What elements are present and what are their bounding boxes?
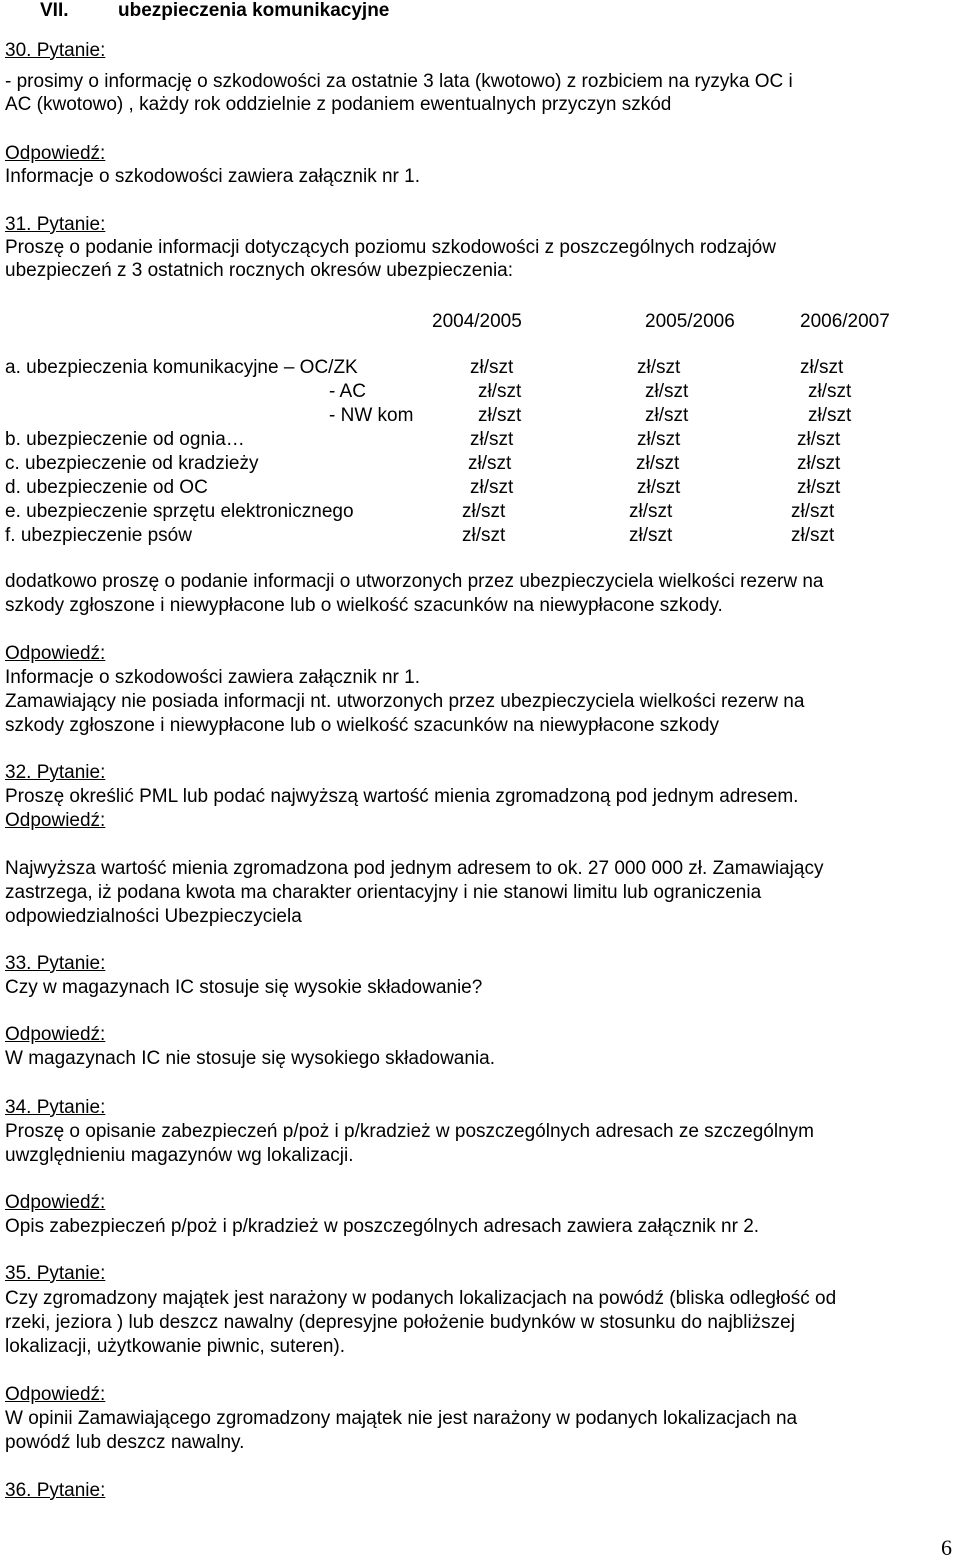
q30-label: 30. Pytanie: <box>5 40 106 61</box>
table-cell: zł/szt <box>478 381 522 402</box>
table-cell: zł/szt <box>645 381 689 402</box>
table-cell: zł/szt <box>637 357 681 378</box>
table-row-label: - AC <box>329 381 366 402</box>
table-cell: zł/szt <box>797 453 841 474</box>
table-cell: zł/szt <box>797 477 841 498</box>
table-row-label: - NW kom <box>329 405 414 426</box>
q36-label: 36. Pytanie: <box>5 1480 106 1501</box>
q34-answer-line: Opis zabezpieczeń p/poż i p/kradzież w poszczególnych adresach zawiera załącznik nr 2. <box>5 1216 760 1237</box>
q33-answer-label: Odpowiedź: <box>5 1024 106 1045</box>
q35-answer-line: W opinii Zamawiającego zgromadzony majątek nie jest narażony w podanych lokalizacjach na <box>5 1408 798 1429</box>
q35-question-line: lokalizacji, użytkowanie piwnic, suteren). <box>5 1336 346 1357</box>
table-cell: zł/szt <box>637 429 681 450</box>
q35-answer-label: Odpowiedź: <box>5 1384 106 1405</box>
q31-answer-line: Informacje o szkodowości zawiera załącznik nr 1. <box>5 667 421 688</box>
q31-question-line: ubezpieczeń z 3 ostatnich rocznych okresów ubezpieczenia: <box>5 260 514 281</box>
table-row-label: a. ubezpieczenia komunikacyjne – OC/ZK <box>5 357 358 378</box>
table-cell: zł/szt <box>629 525 673 546</box>
page-number: 6 <box>941 1535 952 1560</box>
q31-answer-label: Odpowiedź: <box>5 643 106 664</box>
table-cell: zł/szt <box>800 357 844 378</box>
table-cell: zł/szt <box>645 405 689 426</box>
q31-extra-line: dodatkowo proszę o podanie informacji o utworzonych przez ubezpieczyciela wielkości rezerw na <box>5 571 824 592</box>
q31-answer-line: Zamawiający nie posiada informacji nt. utworzonych przez ubezpieczyciela wielkości rezerw na <box>5 691 805 712</box>
q35-label: 35. Pytanie: <box>5 1263 106 1284</box>
table-cell: zł/szt <box>470 357 514 378</box>
table-row-label: e. ubezpieczenie sprzętu elektronicznego <box>5 501 354 522</box>
table-cell: zł/szt <box>637 477 681 498</box>
table-cell: zł/szt <box>808 405 852 426</box>
q30-question-line: - prosimy o informację o szkodowości za ostatnie 3 lata (kwotowo) z rozbiciem na ryzyka OC i <box>5 71 793 92</box>
q30-answer-label: Odpowiedź: <box>5 143 106 164</box>
q31-label: 31. Pytanie: <box>5 214 106 235</box>
q34-question-line: Proszę o opisanie zabezpieczeń p/poż i p/kradzież w poszczególnych adresach ze szczególnym <box>5 1121 814 1142</box>
q34-label: 34. Pytanie: <box>5 1097 106 1118</box>
q30-question-line: AC (kwotowo) , każdy rok oddzielnie z podaniem ewentualnych przyczyn szkód <box>5 94 672 115</box>
section-title: ubezpieczenia komunikacyjne <box>118 0 390 21</box>
table-cell: zł/szt <box>470 477 514 498</box>
table-cell: zł/szt <box>808 381 852 402</box>
q31-question-line: Proszę o podanie informacji dotyczących poziomu szkodowości z poszczególnych rodzajów <box>5 237 776 258</box>
q35-question-line: Czy zgromadzony majątek jest narażony w podanych lokalizacjach na powódź (bliska odległość od <box>5 1288 837 1309</box>
table-row-label: b. ubezpieczenie od ognia… <box>5 429 245 450</box>
q31-extra-line: szkody zgłoszone i niewypłacone lub o wielkość szacunków na niewypłacone szkody. <box>5 595 723 616</box>
table-cell: zł/szt <box>791 501 835 522</box>
table-cell: zł/szt <box>462 525 506 546</box>
q32-answer-line: zastrzega, iż podana kwota ma charakter orientacyjny i nie stanowi limitu lub ograniczenia <box>5 882 762 903</box>
table-row-label: d. ubezpieczenie od OC <box>5 477 208 498</box>
table-year-header: 2004/2005 <box>432 311 522 332</box>
q31-answer-line: szkody zgłoszone i niewypłacone lub o wielkość szacunków na niewypłacone szkody <box>5 715 719 736</box>
q33-label: 33. Pytanie: <box>5 953 106 974</box>
q35-question-line: rzeki, jeziora ) lub deszcz nawalny (depresyjne położenie budynków w stosunku do najbliższej <box>5 1312 795 1333</box>
table-year-header: 2005/2006 <box>645 311 735 332</box>
table-row-label: c. ubezpieczenie od kradzieży <box>5 453 259 474</box>
section-number: VII. <box>40 0 69 21</box>
q33-answer-line: W magazynach IC nie stosuje się wysokiego składowania. <box>5 1048 496 1069</box>
table-year-header: 2006/2007 <box>800 311 890 332</box>
table-cell: zł/szt <box>470 429 514 450</box>
table-cell: zł/szt <box>478 405 522 426</box>
table-cell: zł/szt <box>629 501 673 522</box>
table-cell: zł/szt <box>636 453 680 474</box>
q30-answer-line: Informacje o szkodowości zawiera załącznik nr 1. <box>5 166 421 187</box>
q34-question-line: uwzględnieniu magazynów wg lokalizacji. <box>5 1145 354 1166</box>
q35-answer-line: powódź lub deszcz nawalny. <box>5 1432 245 1453</box>
q32-answer-line: Najwyższa wartość mienia zgromadzona pod jednym adresem to ok. 27 000 000 zł. Zamawiający <box>5 858 824 879</box>
table-cell: zł/szt <box>797 429 841 450</box>
table-cell: zł/szt <box>791 525 835 546</box>
q32-answer-line: odpowiedzialności Ubezpieczyciela <box>5 906 302 927</box>
q34-answer-label: Odpowiedź: <box>5 1192 106 1213</box>
q32-label: 32. Pytanie: <box>5 762 106 783</box>
q32-answer-label: Odpowiedź: <box>5 810 106 831</box>
table-row-label: f. ubezpieczenie psów <box>5 525 192 546</box>
table-cell: zł/szt <box>462 501 506 522</box>
q32-question-line: Proszę określić PML lub podać najwyższą wartość mienia zgromadzoną pod jednym adresem. <box>5 786 799 807</box>
q33-question-line: Czy w magazynach IC stosuje się wysokie składowanie? <box>5 977 483 998</box>
table-cell: zł/szt <box>468 453 512 474</box>
